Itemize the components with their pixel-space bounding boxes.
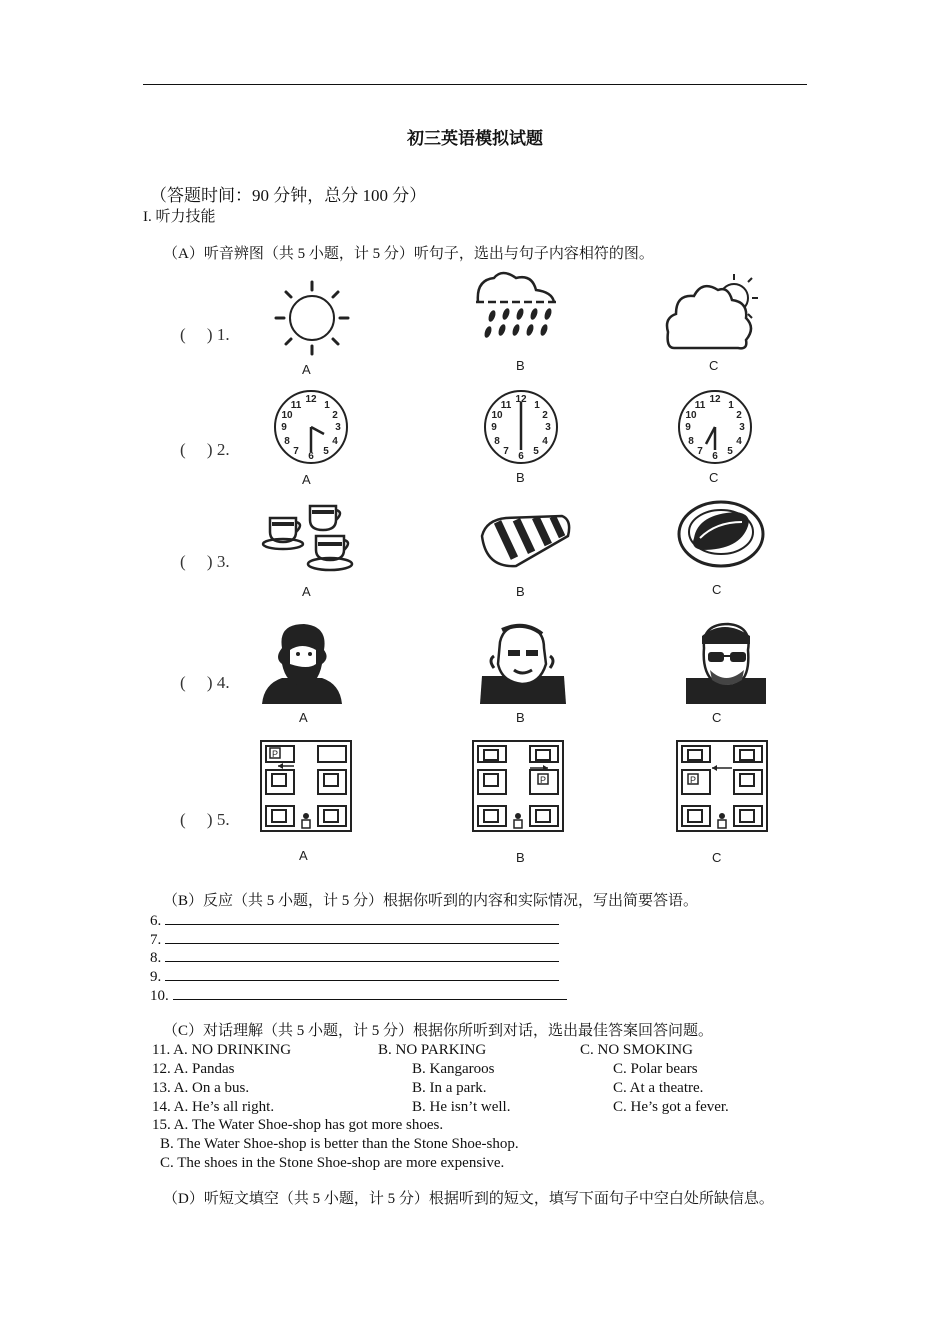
teacups-icon	[260, 498, 356, 576]
svg-text:7: 7	[697, 446, 703, 457]
svg-text:3: 3	[545, 422, 551, 433]
choice-option: 14. A. He’s all right.	[152, 1099, 275, 1115]
svg-text:1: 1	[324, 400, 330, 411]
street-map-icon	[260, 740, 352, 832]
svg-text:2: 2	[332, 410, 338, 421]
choice-option: C. The shoes in the Stone Shoe-shop are more expensive.	[160, 1155, 505, 1171]
old-man-icon	[478, 620, 568, 704]
svg-text:9: 9	[491, 422, 497, 433]
option-label: C	[709, 358, 719, 373]
choice-option: 15. A. The Water Shoe-shop has got more shoes.	[152, 1117, 444, 1133]
clock-icon	[482, 388, 560, 466]
option-label: B	[516, 710, 525, 725]
choice-option: C. Polar bears	[613, 1061, 698, 1077]
blank-line[interactable]	[165, 967, 559, 981]
svg-text:5: 5	[727, 446, 733, 457]
option-label: A	[299, 848, 308, 863]
option-label: C	[712, 850, 722, 865]
svg-text:12: 12	[515, 394, 527, 405]
answer-line: 10.	[150, 986, 567, 1005]
part-b-instruction: （B）反应（共 5 小题，计 5 分）根据你听到的内容和实际情况，写出简要答语。	[163, 893, 699, 909]
question-number: ( ) 1.	[180, 325, 230, 344]
section-heading: I. 听力技能	[143, 209, 216, 225]
choice-option: B. NO PARKING	[378, 1042, 487, 1058]
option-label: B	[516, 584, 525, 599]
cloud-sun-icon	[664, 270, 760, 354]
question-number: ( ) 5.	[180, 810, 230, 829]
svg-text:9: 9	[685, 422, 691, 433]
option-label: A	[302, 472, 311, 487]
option-label: A	[299, 710, 308, 725]
question-number: ( ) 3.	[180, 552, 230, 571]
answer-line: 9.	[150, 967, 559, 986]
option-label: B	[516, 470, 525, 485]
option-label: C	[712, 710, 722, 725]
header-rule	[143, 84, 807, 85]
svg-text:6: 6	[518, 451, 524, 462]
choice-option: B. In a park.	[412, 1080, 487, 1096]
svg-text:7: 7	[503, 446, 509, 457]
page-title: 初三英语模拟试题	[407, 129, 543, 148]
man-with-glasses-icon	[684, 620, 768, 704]
bearded-man-icon	[258, 620, 346, 704]
svg-text:12: 12	[305, 394, 317, 405]
blank-line[interactable]	[165, 911, 559, 925]
sun-icon	[272, 280, 352, 360]
blank-line[interactable]	[165, 948, 559, 962]
svg-text:10: 10	[281, 410, 293, 421]
svg-text:3: 3	[335, 422, 341, 433]
hotdog-plate-icon	[676, 494, 766, 570]
svg-text:3: 3	[739, 422, 745, 433]
street-map-icon	[472, 740, 564, 832]
svg-text:8: 8	[284, 436, 290, 447]
answer-line: 8.	[150, 948, 559, 967]
clock-icon	[676, 388, 754, 466]
option-label: A	[302, 362, 311, 377]
svg-text:5: 5	[323, 446, 329, 457]
svg-text:5: 5	[533, 446, 539, 457]
choice-option: 11. A. NO DRINKING	[152, 1042, 292, 1058]
bread-icon	[476, 506, 574, 572]
svg-text:P: P	[272, 749, 279, 759]
svg-text:11: 11	[694, 400, 706, 411]
option-label: A	[302, 584, 311, 599]
svg-text:11: 11	[290, 400, 302, 411]
choice-option: B. The Water Shoe-shop is better than the Stone Shoe-shop.	[160, 1136, 519, 1152]
svg-text:4: 4	[332, 436, 338, 447]
part-d-instruction: （D）听短文填空（共 5 小题，计 5 分）根据听到的短文，填写下面句子中空白处所缺信息。	[163, 1191, 774, 1207]
option-label: C	[709, 470, 719, 485]
svg-text:P: P	[540, 775, 547, 785]
svg-text:1: 1	[534, 400, 540, 411]
svg-text:7: 7	[293, 446, 299, 457]
choice-option: 13. A. On a bus.	[152, 1080, 250, 1096]
choice-option: B. He isn’t well.	[412, 1099, 511, 1115]
svg-text:11: 11	[500, 400, 512, 411]
answer-line: 7.	[150, 930, 559, 949]
choice-option: C. At a theatre.	[613, 1080, 704, 1096]
option-label: B	[516, 850, 525, 865]
question-number: ( ) 4.	[180, 673, 230, 692]
svg-text:12: 12	[709, 394, 721, 405]
svg-text:2: 2	[542, 410, 548, 421]
svg-text:6: 6	[712, 451, 718, 462]
choice-option: 12. A. Pandas	[152, 1061, 235, 1077]
choice-option: C. NO SMOKING	[580, 1042, 693, 1058]
svg-text:4: 4	[542, 436, 548, 447]
svg-text:6: 6	[308, 451, 314, 462]
svg-text:10: 10	[491, 410, 503, 421]
answer-line: 6.	[150, 911, 559, 930]
option-label: B	[516, 358, 525, 373]
svg-text:1: 1	[728, 400, 734, 411]
svg-text:9: 9	[281, 422, 287, 433]
svg-text:P: P	[690, 775, 697, 785]
blank-line[interactable]	[165, 930, 559, 944]
clock-icon	[272, 388, 350, 466]
rain-cloud-icon	[472, 270, 564, 350]
part-a-instruction: （A）听音辨图（共 5 小题，计 5 分）听句子，选出与句子内容相符的图。	[163, 246, 654, 262]
svg-text:8: 8	[688, 436, 694, 447]
choice-option: C. He’s got a fever.	[613, 1099, 729, 1115]
svg-text:8: 8	[494, 436, 500, 447]
part-c-instruction: （C）对话理解（共 5 小题，计 5 分）根据你所听到对话，选出最佳答案回答问题。	[163, 1023, 714, 1039]
exam-info: （答题时间：90 分钟，总分 100 分）	[150, 186, 427, 205]
svg-text:10: 10	[685, 410, 697, 421]
choice-option: B. Kangaroos	[412, 1061, 495, 1077]
svg-text:4: 4	[736, 436, 742, 447]
option-label: C	[712, 582, 722, 597]
street-map-icon	[676, 740, 768, 832]
question-number: ( ) 2.	[180, 440, 230, 459]
blank-line[interactable]	[173, 986, 567, 1000]
svg-text:2: 2	[736, 410, 742, 421]
